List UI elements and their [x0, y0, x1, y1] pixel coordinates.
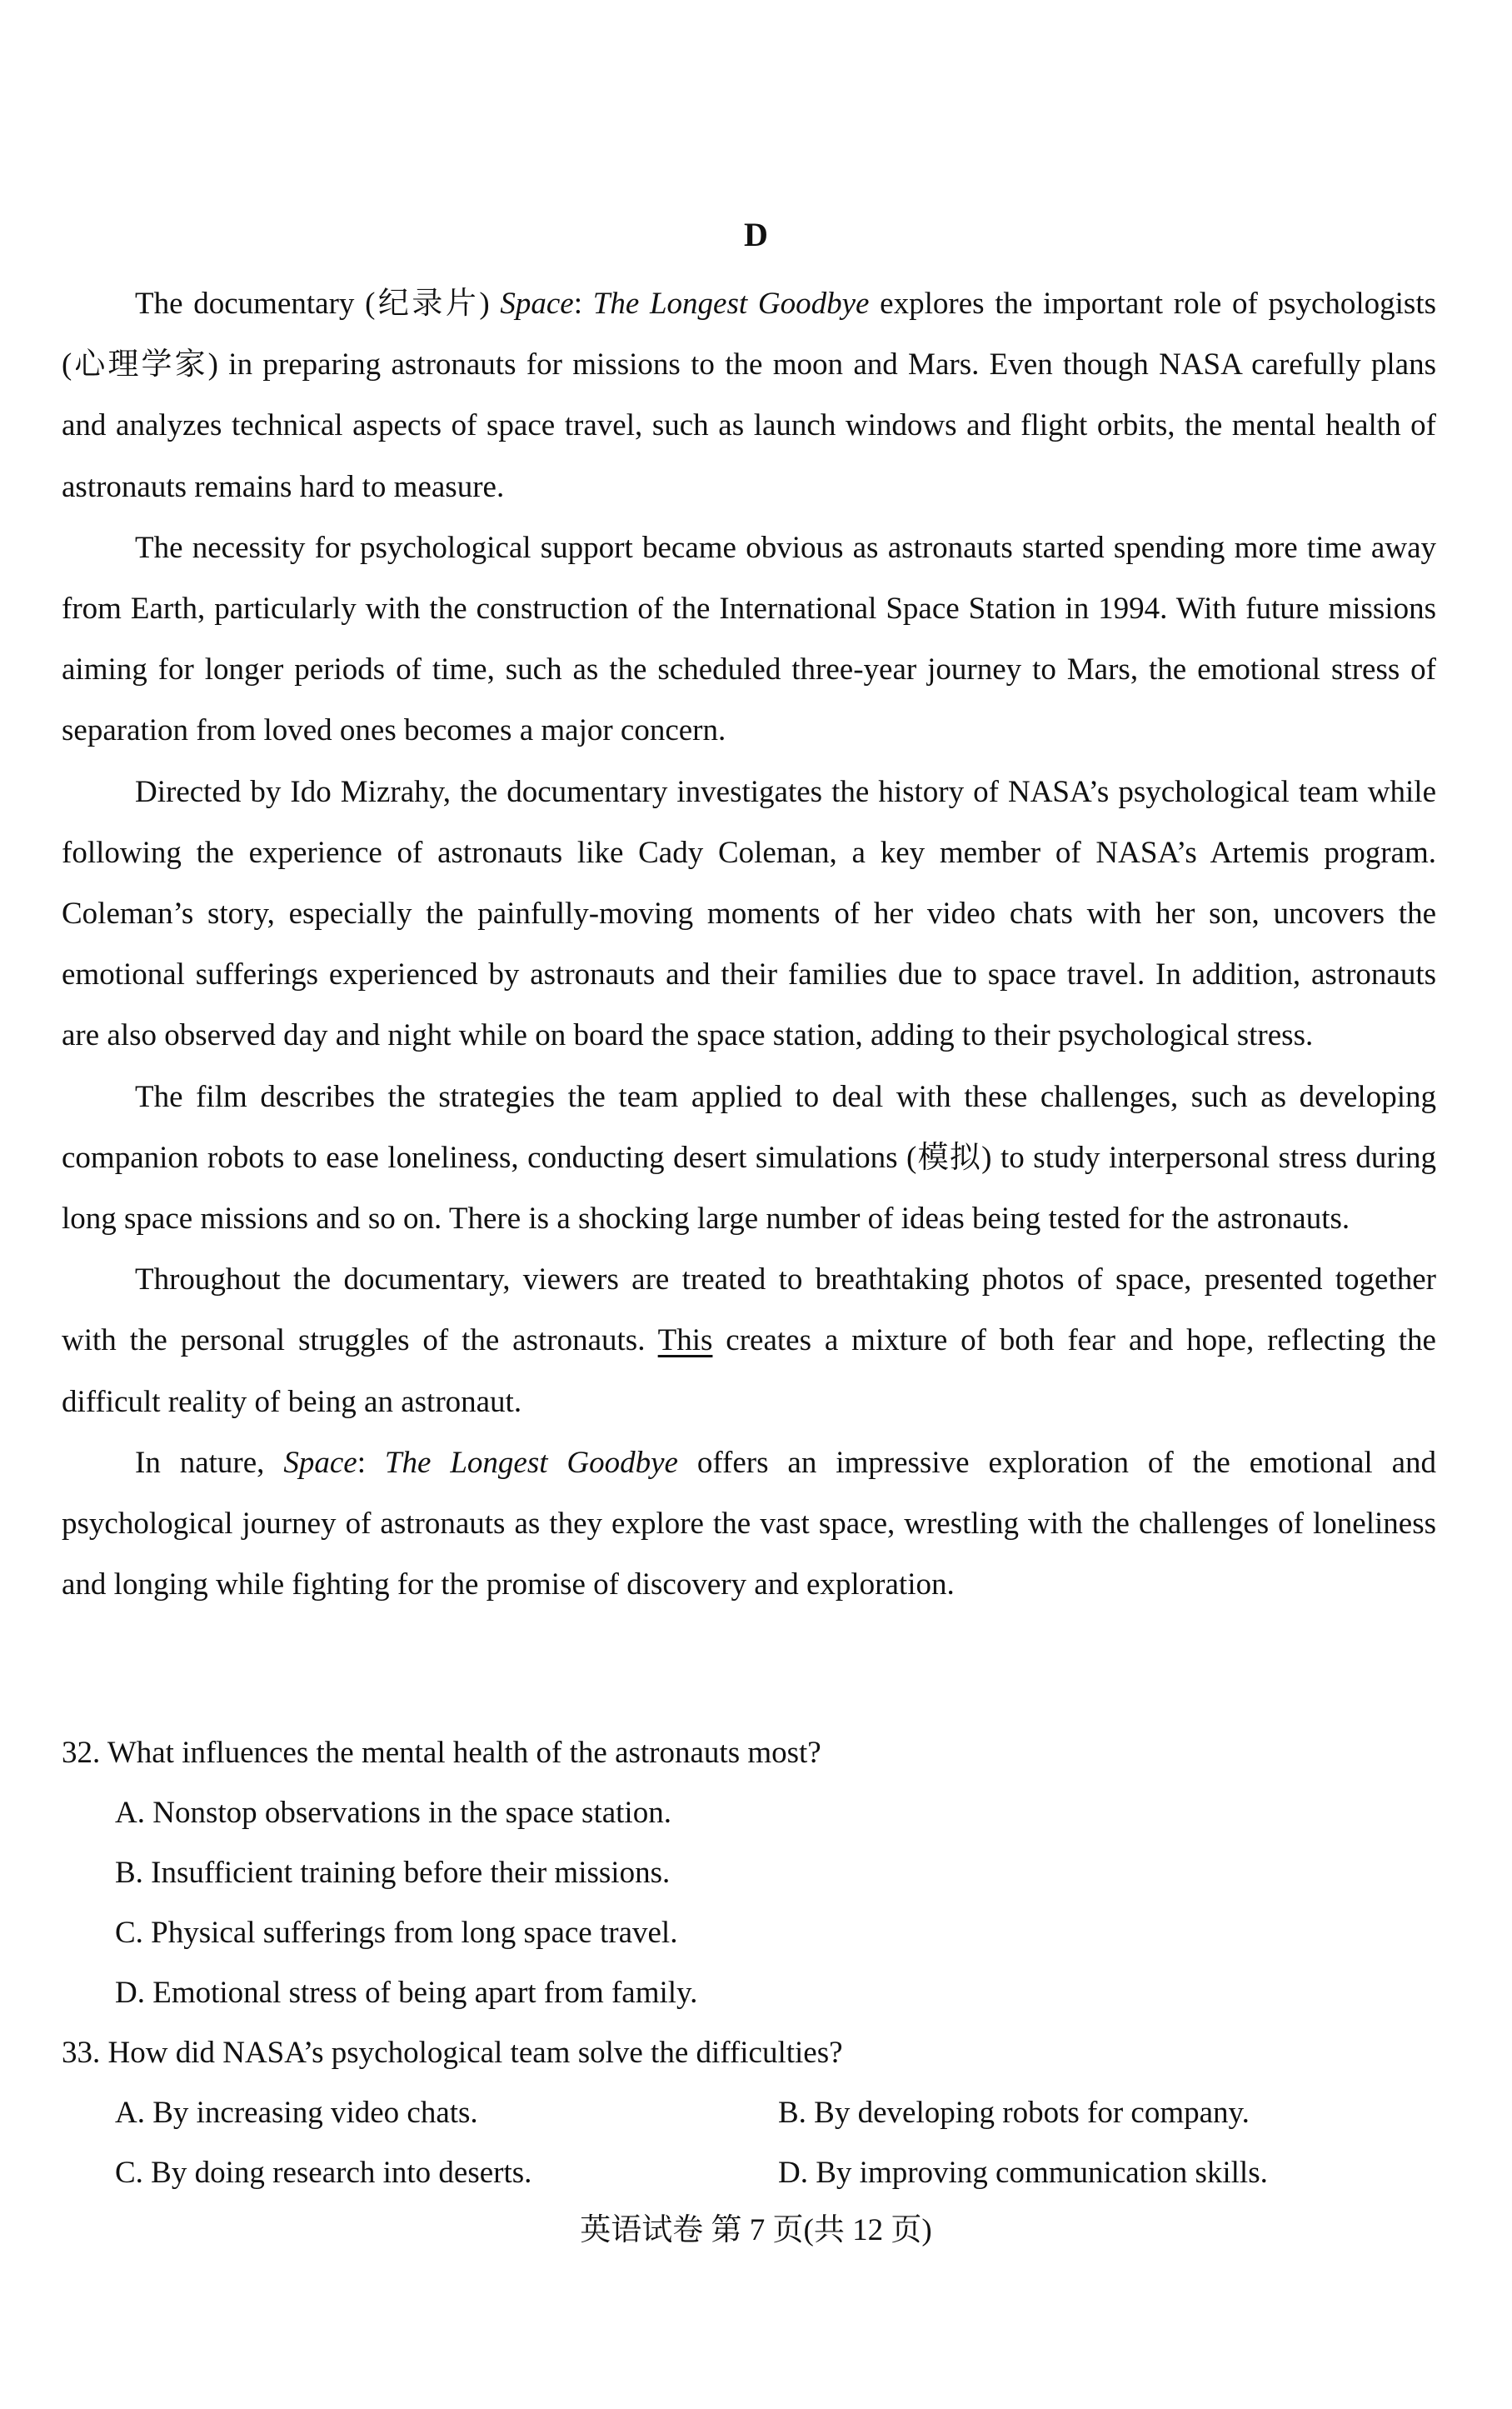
film-title-part: Space: [283, 1445, 357, 1480]
reading-passage: [62, 273, 1436, 1615]
paragraph-text: explores the important role of psychologists (心理学家) in preparing astronauts for missions to the moon and Mars. Even though NASA carefully plans and analyzes technical aspects of space travel, such as launch windows and flight orbits, the mental health of astronauts remains hard to measure.: [62, 287, 1437, 504]
question-32: [62, 1723, 1461, 1783]
question-stem: 32. What influences the mental health of the astronauts most?: [62, 1736, 821, 1770]
film-title-part: The Longest Goodbye: [592, 287, 870, 321]
question-stem: 33. How did NASA’s psychological team solve the difficulties?: [62, 2036, 843, 2070]
paragraph-text: Throughout the documentary, viewers are treated to breathtaking photos of space, presented together with the personal struggles of the astronauts.: [62, 1262, 1436, 1358]
paragraph-1: [62, 273, 1436, 517]
option-32-a: A. Nonstop observations in the space station.: [115, 1796, 671, 1830]
paragraph-text: creates a mixture of both fear and hope, reflecting the difficult reality of being an astronaut.: [62, 1323, 1436, 1419]
film-title-part: The Longest Goodbye: [384, 1445, 678, 1480]
film-title-part: Space: [500, 287, 574, 321]
underlined-word: This: [657, 1323, 713, 1358]
option-32-d: D. Emotional stress of being apart from family.: [115, 1976, 698, 2010]
paragraph-text: The documentary (纪录片): [135, 287, 501, 321]
option-32-b: B. Insufficient training before their missions.: [115, 1856, 671, 1890]
section-heading: D: [744, 216, 768, 253]
option-33-a: A. By increasing video chats.: [115, 2096, 478, 2130]
paragraph-6: [62, 1432, 1436, 1616]
option-33-d: D. By improving communication skills.: [778, 2156, 1268, 2190]
title-colon: :: [357, 1445, 385, 1480]
title-colon: :: [573, 287, 593, 321]
option-33-c: C. By doing research into deserts.: [115, 2156, 532, 2190]
paragraph-5: [62, 1249, 1436, 1432]
question-33: [62, 2023, 1461, 2083]
page-footer: 英语试卷 第 7 页(共 12 页): [580, 2213, 932, 2247]
option-32-c: C. Physical sufferings from long space travel.: [115, 1916, 678, 1950]
option-33-b: B. By developing robots for company.: [778, 2096, 1250, 2130]
paragraph-3: Directed by Ido Mizrahy, the documentary investigates the history of NASA’s psychological team while following the experience of astronauts like Cady Coleman, a key member of NASA’s Artemis program. Coleman’s story, especially the painfully-moving moments of her video chats with her son, uncovers the emotional sufferings experienced by astronauts and their families due to space travel. In addition, astronauts are also observed day and night while on board the space station, adding to their psychological stress.: [62, 774, 1436, 1053]
paragraph-2: The necessity for psychological support became obvious as astronauts started spending more time away from Earth, particularly with the construction of the International Space Station in 1994. With future missions aiming for longer periods of time, such as the scheduled three-year journey to Mars, the emotional stress of separation from loved ones becomes a major concern.: [62, 530, 1436, 748]
paragraph-text: In nature,: [135, 1445, 284, 1480]
paragraph-4: The film describes the strategies the team applied to deal with these challenges, such as developing companion robots to ease loneliness, conducting desert simulations (模拟) to study interpersonal stress during long space missions and so on. There is a shocking large number of ideas being tested for the astronauts.: [62, 1079, 1436, 1237]
paragraph-text: offers an impressive exploration of the emotional and psychological journey of astronauts as they explore the vast space, wrestling with the challenges of loneliness and longing while fighting for the promise of discovery and exploration.: [62, 1445, 1436, 1602]
